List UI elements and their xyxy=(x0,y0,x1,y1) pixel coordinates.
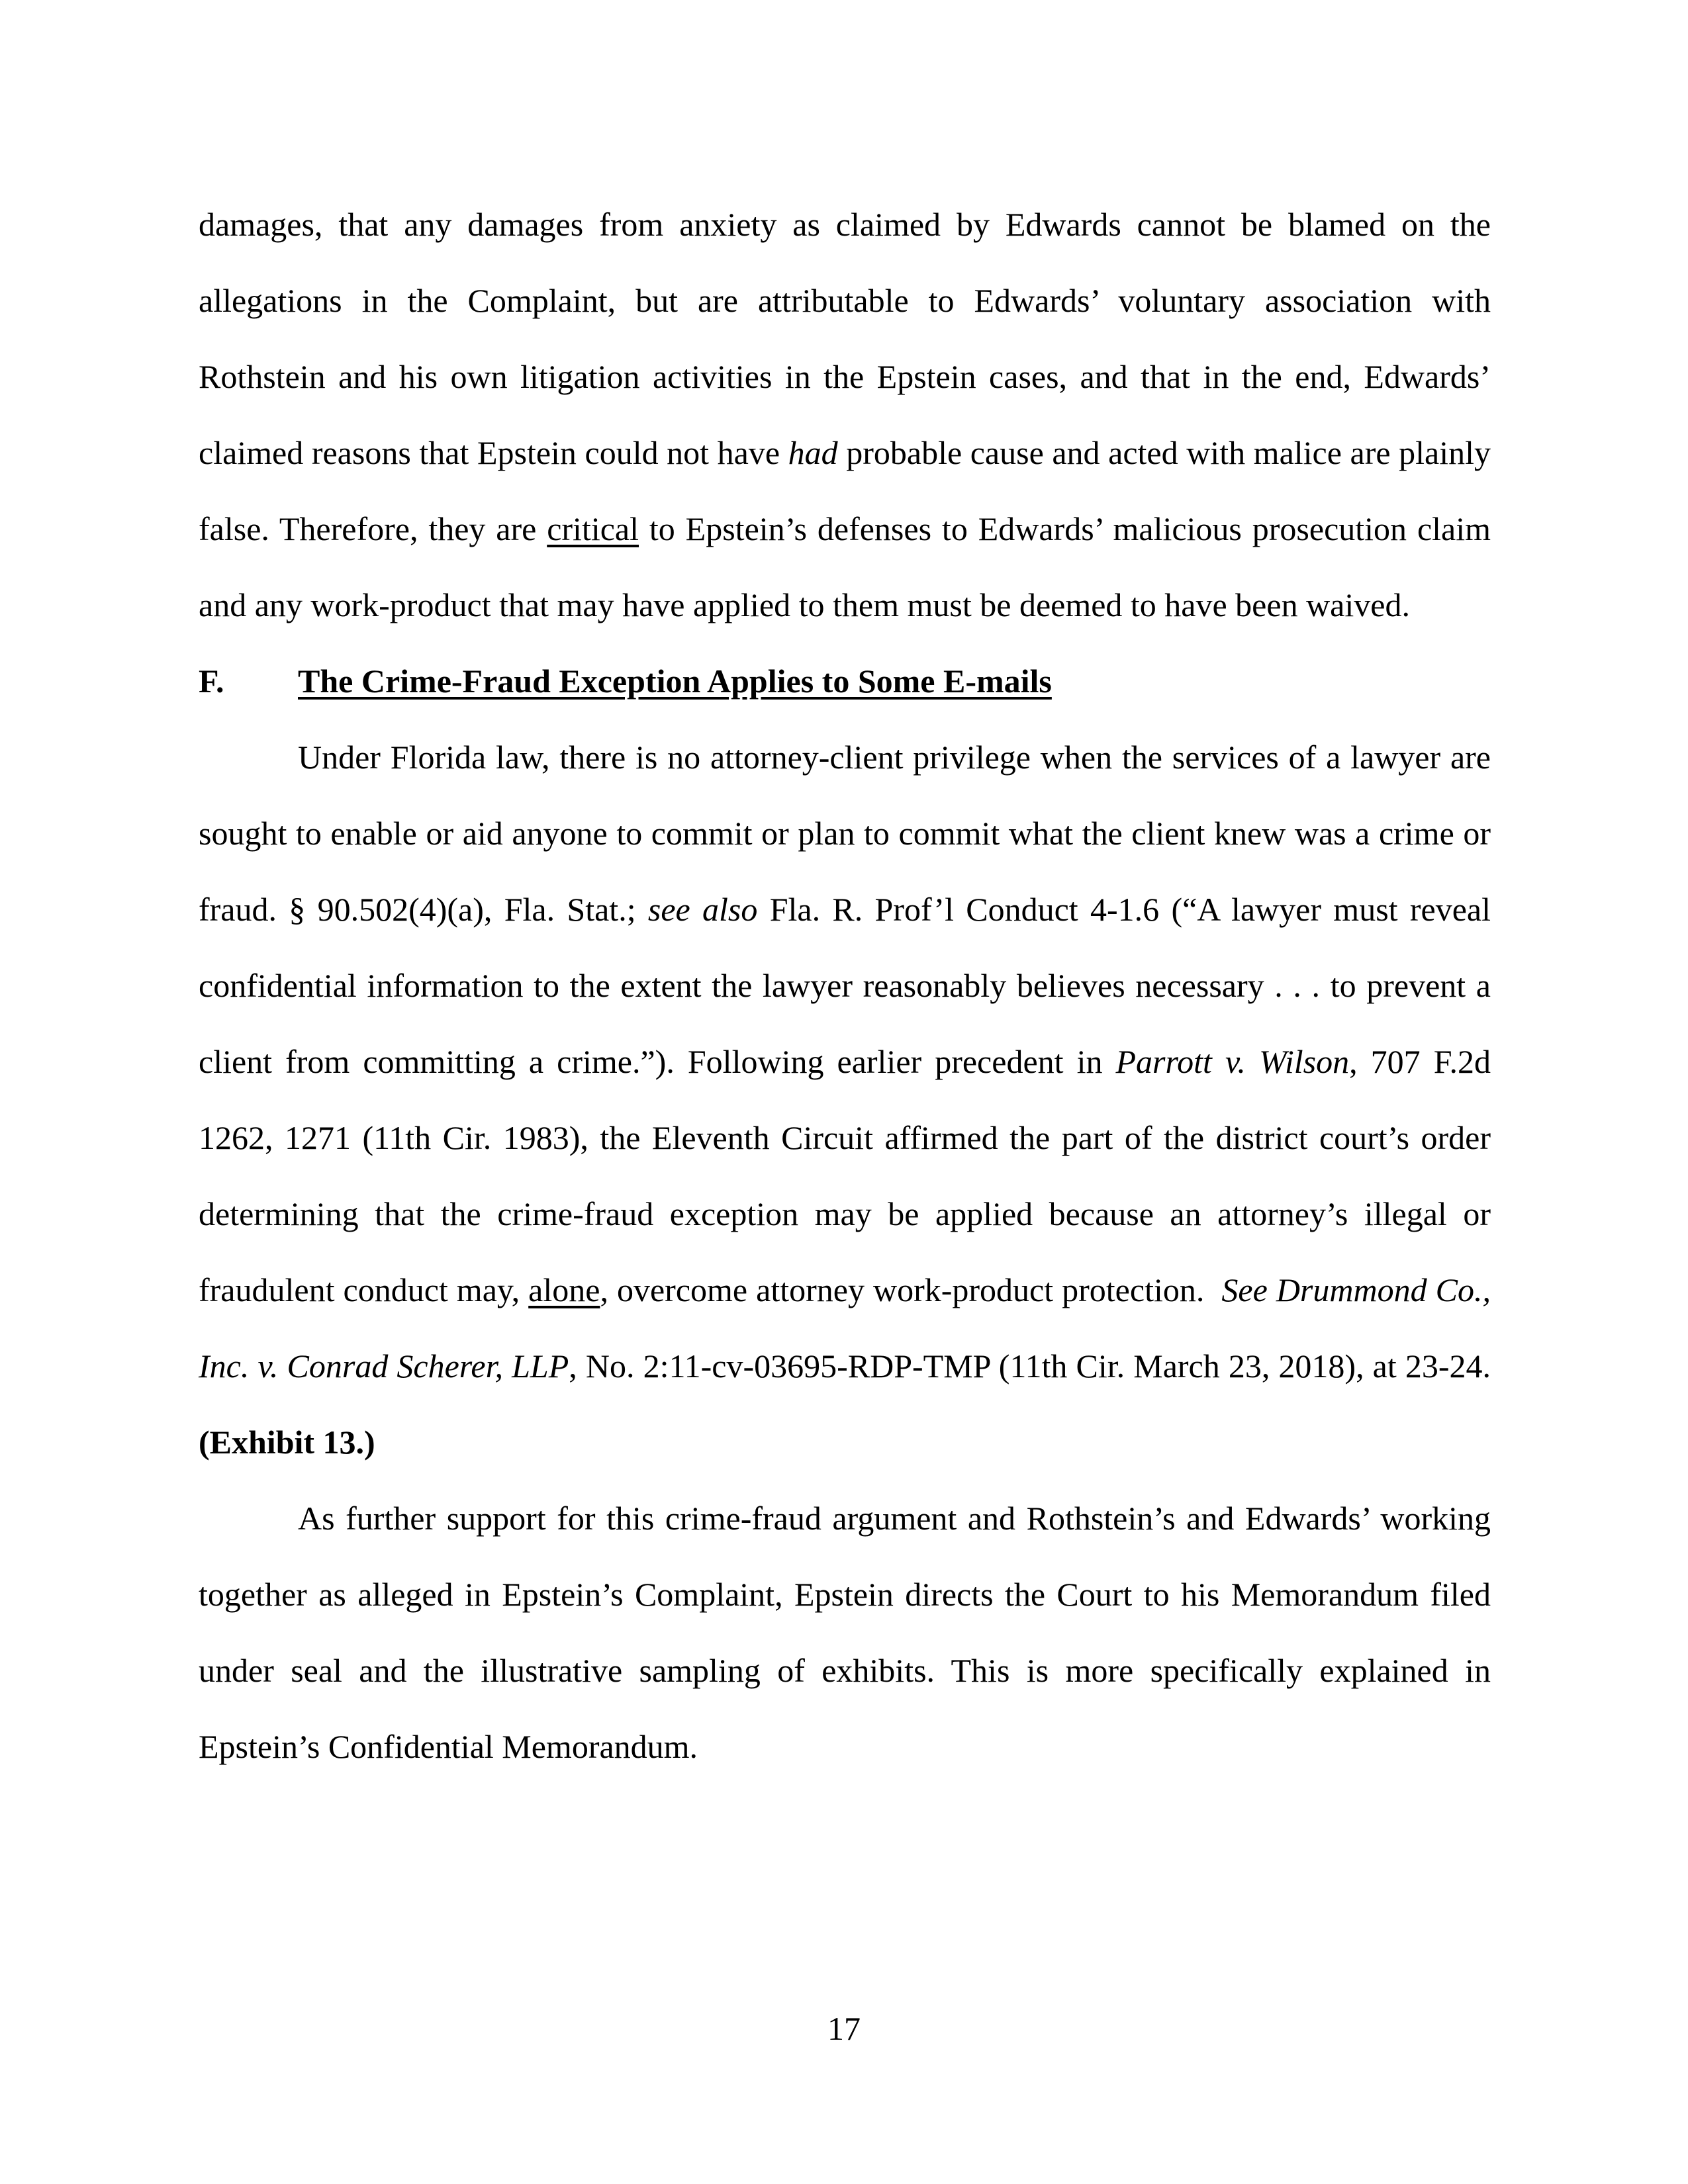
section-heading-crime-fraud xyxy=(199,643,1491,719)
document-body xyxy=(199,187,1499,1785)
paragraph-further-support xyxy=(199,1480,1499,1785)
text-run: The Crime-Fraud Exception Applies to Some E-mails xyxy=(298,662,1052,700)
text-run: see also xyxy=(647,891,758,928)
text-run: probable cause and acted with malice are plainly false. Therefore, they are xyxy=(199,434,1499,547)
page-number: 17 xyxy=(827,2010,861,2047)
text-run: Parrott v. Wilson xyxy=(1115,1043,1350,1080)
text-run: critical xyxy=(547,510,639,547)
text-run: damages, that any damages from anxiety as claimed by Edwards cannot be blamed on the allegations in the Complaint, but are attributable to Edwards’ voluntary association with Rothstein and his own litigation activities in the Epstein cases, and that in the end, Edwards’ claimed reasons that Epstein could not have xyxy=(199,206,1499,471)
text-run: See Drummond Co., Inc. v. Conrad Scherer, LLP xyxy=(199,1271,1499,1385)
text-run: , overcome attorney work-product protection. xyxy=(600,1271,1222,1308)
section-letter: F. xyxy=(199,662,224,700)
text-run: , No. 2:11-cv-03695-RDP-TMP (11th Cir. March 23, 2018), at 23-24. xyxy=(569,1347,1499,1385)
text-run: had xyxy=(788,434,838,471)
text-run: Under Florida law, there is no attorney-client privilege when the services of a lawyer are sought to enable or aid anyone to commit or plan to commit what the client knew was a crime or fraud. § 90.502(4)(a), Fla. Stat.; xyxy=(199,739,1499,928)
text-run: to Epstein’s defenses to Edwards’ malicious prosecution claim and any work-product that may have applied to them must be deemed to have been waived. xyxy=(199,510,1499,623)
text-run: alone xyxy=(528,1271,600,1308)
text-run: , 707 F.2d 1262, 1271 (11th Cir. 1983), the Eleventh Circuit affirmed the part of the district court’s order determining that the crime-fraud exception may be applied because an attorney’s illegal or fraudulent conduct may, xyxy=(199,1043,1499,1308)
paragraph-florida-law xyxy=(199,719,1499,1480)
text-run: Fla. R. Prof’l Conduct 4-1.6 (“A lawyer must reveal confidential information to the extent the lawyer reasonably believes necessary . . . to prevent a client from committing a crime.”). Following earlier precedent in xyxy=(199,891,1499,1080)
text-run: (Exhibit 13.) xyxy=(199,1424,375,1461)
paragraph-damages-waiver xyxy=(199,187,1499,643)
text-run: As further support for this crime-fraud argument and Rothstein’s and Edwards’ working together as alleged in Epstein’s Complaint, Epstein directs the Court to his Memorandum filed under seal and the illustrative sampling of exhibits. This is more specifically explained in Epstein’s Confidential Memorandum. xyxy=(199,1500,1499,1765)
